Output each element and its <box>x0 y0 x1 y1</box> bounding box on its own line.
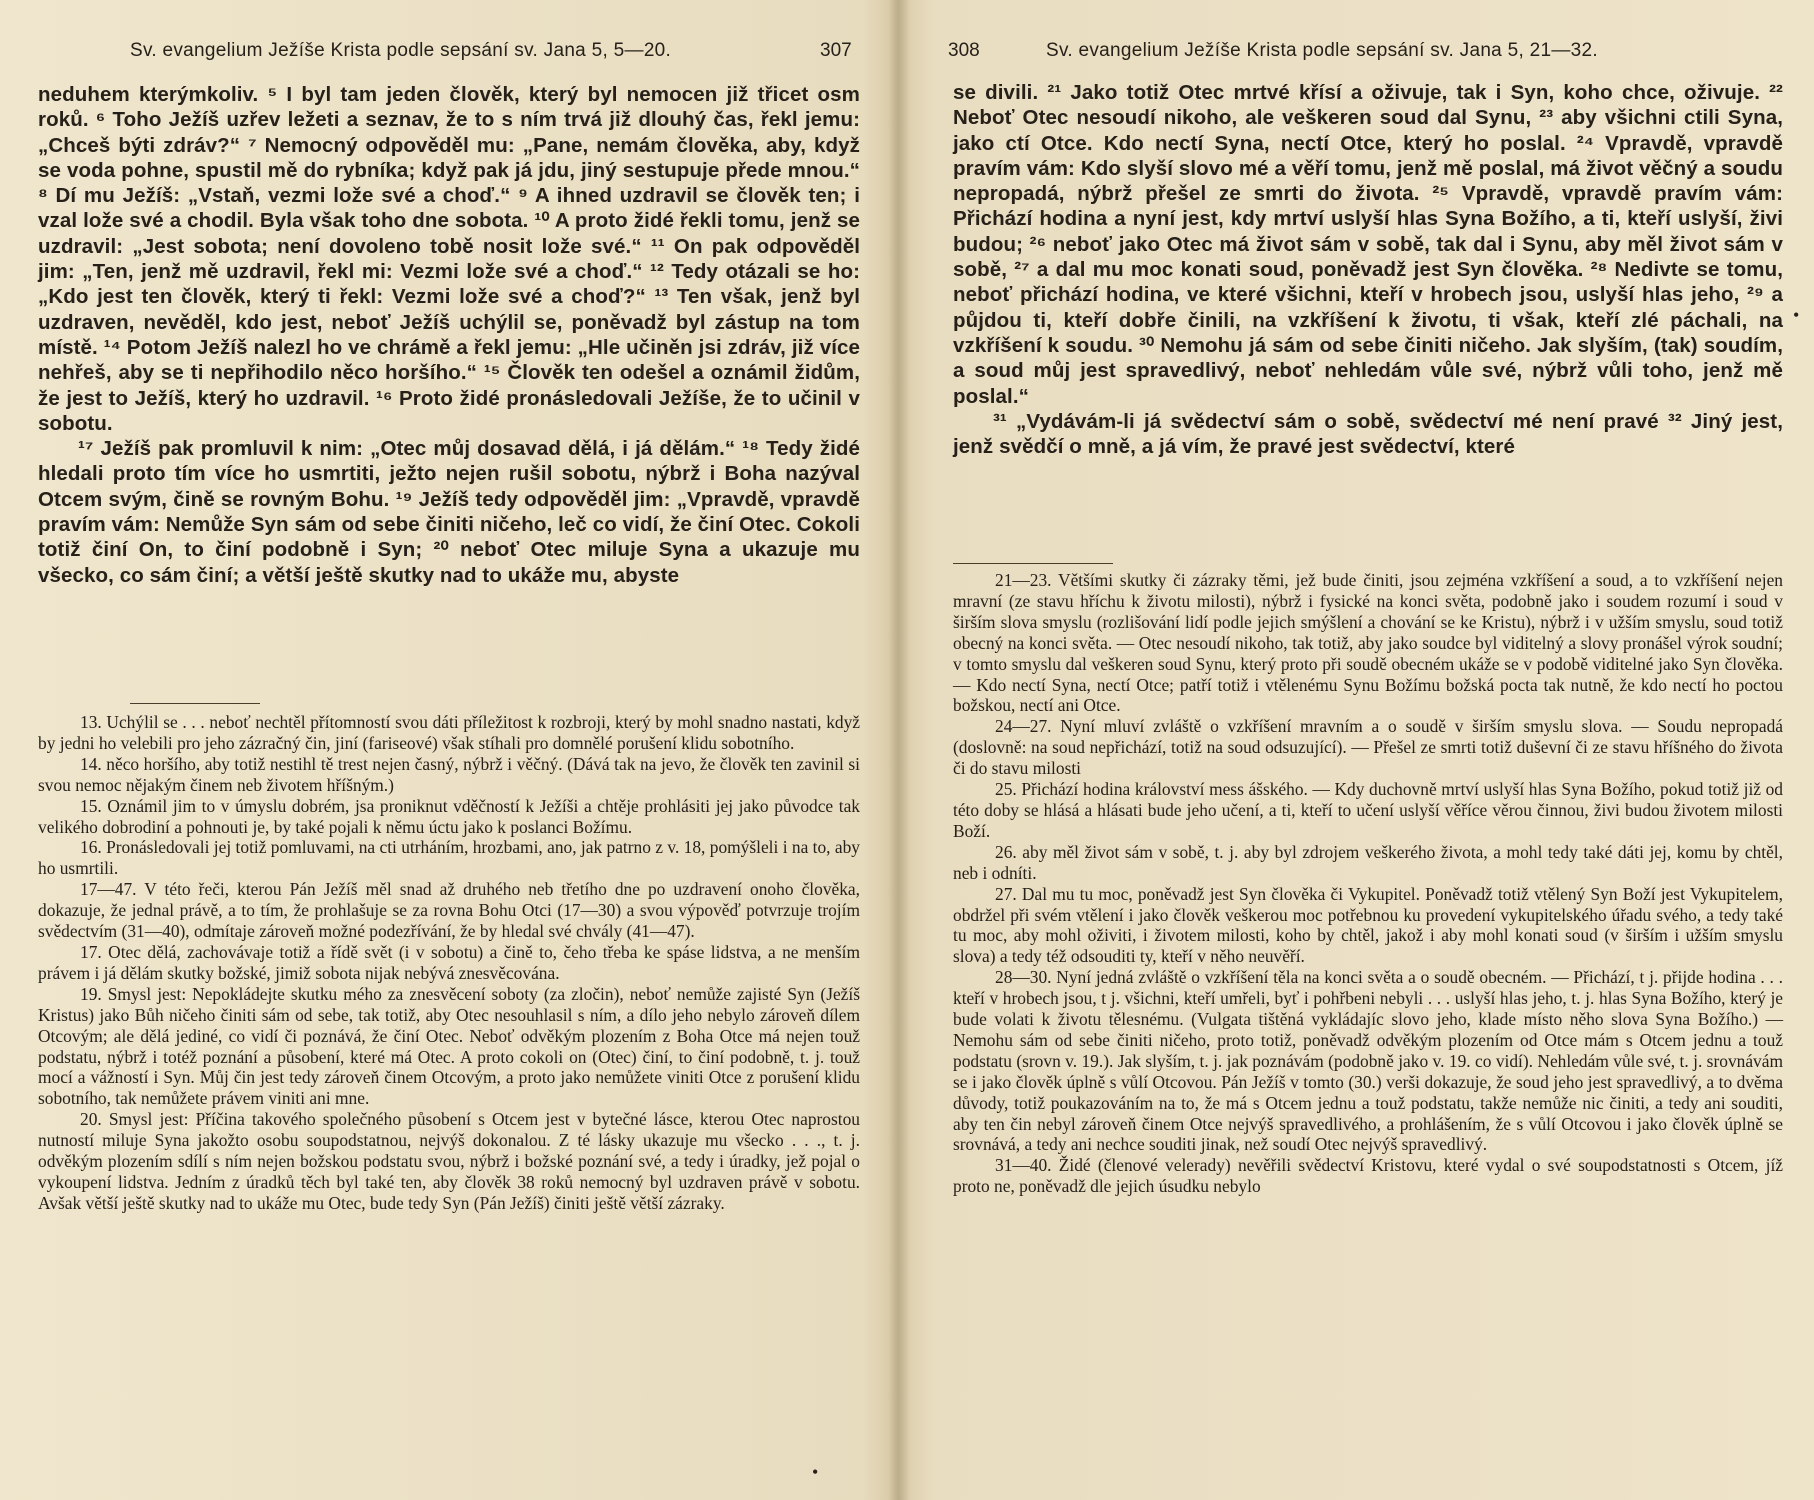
footnote: 21—23. Většími skutky či zázraky těmi, jež bude činiti, jsou zejména vzkříšení a soud, a to vzkříšení nejen mravní (ze stavu hříchu k životu milosti), nýbrž i fysické na konci světa, podobně jako i soudem rozumí i soud v širším slova smyslu (rozlišování lidí podle jejich smýšlení a chování se ke Kristu), nýbrž i v užším smyslu, soud totiž obecný na konci světa. — Otec nesoudí nikoho, tak totiž, aby jako soudce byl viditelný a slovy pronášel výrok soudní; v tomto smyslu dal veškeren soud Synu, který proto při soudě obecném ukáže se v podobě viditelné jako Syn člověka. — Kdo nectí Syna, nectí Otce; patří totiž i vtělenému Synu Božímu božská pocta tak nutně, že kdo nectí ho poctou božskou, nectí ani Otce. <box>953 570 1783 716</box>
page-number: 307 <box>820 40 852 61</box>
running-head: Sv. evangelium Ježíše Krista podle sepsání sv. Jana 5, 5—20. <box>130 40 672 61</box>
footnote: 20. Smysl jest: Příčina takového společného působení s Otcem jest v bytečné lásce, kterou Otec naprostou nutností miluje Syna jakožto osobu soupodstatnou, nejvýš dokonalou. Z té lásky ukazuje mu všecko . . ., t. j. odvěkým plozením sdílí s ním nejen božskou podstatu svou, nýbrž i božské poznání své, a tedy i úradky, jež pojal o vykoupení lidstva. Jedním z úradků těch byl také ten, aby člověk 38 roků nemocný byl uzdraven právě v sobotu. Avšak větší ještě skutky nad to ukáže mu Otec, bude tedy Syn (Pán Ježíš) činiti ještě větší zázraky. <box>38 1109 860 1213</box>
footnote: 14. něco horšího, aby totiž nestihl tě trest nejen časný, nýbrž i věčný. (Dává tak na jevo, že člověk ten zavinil si svou nemoc nějakým činem neb životem hříšným.) <box>38 753 860 795</box>
footnotes <box>38 712 860 1214</box>
footnote-rule <box>953 563 1113 564</box>
footnote: 17. Otec dělá, zachovávaje totiž a řídě svět (i v sobotu) a čině to, čeho třeba ke spáse lidstva, a ne menším právem i já dělám skutky božské, jimiž sobota nijak nebývá znesvěcována. <box>38 941 860 983</box>
body-paragraph: se divili. ²¹ Jako totiž Otec mrtvé křísí a oživuje, tak i Syn, koho chce, oživuje. ²² Neboť Otec nesoudí nikoho, ale veškeren soud dal Synu, ²³ aby všichni ctili Syna, jako ctí Otce. Kdo nectí Syna, nectí Otce, který ho poslal. ²⁴ Vpravdě, vpravdě pravím vám: Kdo slyší slovo mé a věří tomu, jenž mě poslal, má život věčný a soudu nepropadá, nýbrž přešel ze smrti do života. ²⁵ Vpravdě, vpravdě pravím vám: Přichází hodina a nyní jest, kdy mrtví uslyší hlas Syna Božího, a ti, kteří uslyší, živi budou; ²⁶ neboť jako Otec má život sám v sobě, tak dal i Synu, aby měl život sám v sobě, ²⁷ a dal mu moc konati soud, poněvadž jest Syn člověka. ²⁸ Nedivte se tomu, neboť přichází hodina, ve které všichni, kteří v hrobech jsou, uslyší hlas jeho, ²⁹ a půjdou ti, kteří dobře činili, na vzkříšení k životu, ti však, kteří zlé páchali, na vzkříšení k soudu. ³⁰ Nemohu já sám od sebe činiti ničeho. Jak slyším, (tak) soudím, a soud můj jest spravedlivý, neboť nehledám vůle své, nýbrž vůli toho, jenž mě poslal.“ <box>953 81 1783 408</box>
footnote: 28—30. Nyní jedná zvláště o vzkříšení těla na konci světa a o soudě obecném. — Přichází, t j. přijde hodina . . . kteří v hrobech jsou, t j. všichni, kteří umřeli, byť i pohřbeni nebyli . . . uslyší hlas jeho, t. j. hlas Syna Božího, který je bude volati k životu tělesnému. (Vulgata tištěná vykládajíc slovo jeho, klade místo něho slova Syna Božího.) — Nemohu sám od sebe činiti ničeho, proto totiž, poněvadž odvěkým plozením od Otce mám s Otcem jednu a touž podstatu (srovn v. 19.). Jak slyším, t. j. jak poznávám (podobně jako v. 19. co vidí). Nehledám vůle své, t. j. srovnávám se i jako člověk úplně s vůlí Otcovou. Pán Ježíš v tomto (30.) verši dokazuje, že soud jeho jest spravedlivý, a to dvěma důvody, totiž poukazováním na to, že má s Otcem jednu a touž podstatu, takže nemůže nic činiti, a tedy ani souditi, aby ten čin nebyl zároveň činem Otce nejvýš spravedlivého, a prohlášením, že s vůlí Otcovou i jako člověk úplně se srovnává, a tedy ani nechce souditi jinak, než soudí Otec nejvýš spravedlivý. <box>953 967 1783 1155</box>
print-mark: • <box>812 1462 819 1482</box>
footnote: 27. Dal mu tu moc, poněvadž jest Syn člověka či Vykupitel. Poněvadž totiž vtělený Syn Boží jest Vykupitelem, obdržel při svém vtělení i jako člověk veškerou moc potřebnou ku provedení vykupitelského úřadu svého, a tedy také tu moc, aby mohl oživiti, i životem milosti, koho by chtěl, jakož i aby mohl konati soud (v širším i užším smyslu slova) a tedy též odsouditi ty, kteří v něho neuvěří. <box>953 883 1783 967</box>
body-text <box>38 82 860 588</box>
body-paragraph: ³¹ „Vydávám-li já svědectví sám o sobě, svědectví mé není pravé ³² Jiný jest, jenž svědčí o mně, a já vím, že pravé jest svědectví, které <box>953 409 1783 459</box>
footnote: 17—47. V této řeči, kterou Pán Ježíš měl snad až druhého neb třetího dne po uzdravení onoho člověka, dokazuje, že jednal právě, a to tím, že prohlašuje se za rovna Bohu Otci (17—30) a svou výpověď potvrzuje trojím svědectvím (31—40), odmítaje zároveň možné podezřívání, že by hledal své chvály (41—47). <box>38 879 860 942</box>
footnote: 24—27. Nyní mluví zvláště o vzkříšení mravním a o soudě v širším smyslu slova. — Soudu nepropadá (doslovně: na soud nepřichází, totiž na soud odsuzující). — Přešel ze smrti totiž duševní či ze stavu hříšného do života či do stavu milosti <box>953 716 1783 779</box>
body-paragraph: ¹⁷ Ježíš pak promluvil k nim: „Otec můj dosavad dělá, i já dělám.“ ¹⁸ Tedy židé hledali proto tím více ho usmrtiti, ježto nejen rušil sobotu, nýbrž i Boha nazýval Otcem svým, čině se rovným Bohu. ¹⁹ Ježíš tedy odpověděl jim: „Vpravdě, vpravdě pravím vám: Nemůže Syn sám od sebe činiti ničeho, leč co vidí, že činí Otec. Cokoli totiž činí On, to činí podobně i Syn; ²⁰ neboť Otec miluje Syna a ukazuje mu všecko, co sám činí; a větší ještě skutky nad to ukáže mu, abyste <box>38 437 860 587</box>
running-head: Sv. evangelium Ježíše Krista podle sepsání sv. Jana 5, 21—32. <box>1046 40 1598 61</box>
footnote: 13. Uchýlil se . . . neboť nechtěl přítomností svou dáti příležitost k rozbroji, který by mohl snadno nastati, když by jedni ho velebili pro jeho zázračný čin, jiní (fariseové) však stíhali pro domnělé porušení klidu sobotního. <box>38 712 860 753</box>
footnote: 31—40. Židé (členové velerady) nevěřili svědectví Kristovu, které vydal o své soupodstatnosti s Otcem, jíž proto ne, poněvadž dle jejich úsudku nebylo <box>953 1155 1783 1197</box>
right-page <box>898 0 1814 1500</box>
footnotes <box>953 570 1783 1197</box>
page-number: 308 <box>948 40 980 61</box>
body-paragraph: neduhem kterýmkoliv. ⁵ I byl tam jeden člověk, který byl nemocen již třicet osm roků. ⁶ Toho Ježíš uzřev ležeti a seznav, že to s ním trvá již dlouhý čas, řekl jemu: „Chceš býti zdráv?“ ⁷ Nemocný odpověděl mu: „Pane, nemám člověka, aby, když se voda pohne, spustil mě do rybníka; když pak já jdu, jiný sestupuje přede mnou.“ ⁸ Dí mu Ježíš: „Vstaň, vezmi lože své a choď.“ ⁹ A ihned uzdravil se člověk ten; i vzal lože své a chodil. Byla však toho dne sobota. ¹⁰ A proto židé řekli tomu, jenž se uzdravil: „Jest sobota; není dovoleno tobě nosit lože své.“ ¹¹ On pak odpověděl jim: „Ten, jenž mě uzdravil, řekl mi: Vezmi lože své a choď.“ ¹² Tedy otázali se ho: „Kdo jest ten člověk, který ti řekl: Vezmi lože své a choď?“ ¹³ Ten však, jenž byl uzdraven, nevěděl, kdo jest, neboť Ježíš uchýlil se, poněvadž byl zástup na tom místě. ¹⁴ Potom Ježíš nalezl ho ve chrámě a řekl jemu: „Hle učiněn jsi zdráv, již více nehřeš, aby se ti nepřihodilo něco horšího.“ ¹⁵ Člověk ten odešel a oznámil židům, že jest to Ježíš, který ho uzdravil. ¹⁶ Proto židé pronásledovali Ježíše, že to učinil v sobotu. <box>38 83 860 435</box>
footnote: 16. Pronásledovali jej totiž pomluvami, na cti utrháním, hrozbami, ano, jak patrno z v. 18, pomýšleli i na to, aby ho usmrtili. <box>38 837 860 879</box>
footnote: 19. Smysl jest: Nepokládejte skutku mého za znesvěcení soboty (za zločin), neboť nemůže zajisté Syn (Ježíš Kristus) jako Bůh ničeho činiti sám od sebe, tak totiž, aby Otec nesouhlasil s ním, a dílo jeho nebylo zároveň dílem Otcovým; ale dělá jediné, co vidí či poznává, že činí Otec. Neboť odvěkým plozením z Boha Otce má nejen touž podstatu, nýbrž i totéž poznání a působení, které má Otec. A proto cokoli on (Otec) činí, to činí podobně, t. j. touž mocí a vážností i Syn. Můj čin jest tedy zároveň činem Otcovým, a proto jako nemůžete viniti Otce z porušení klidu sobotního, tak nemůžete právem viniti ani mne. <box>38 983 860 1109</box>
footnote: 15. Oznámil jim to v úmyslu dobrém, jsa proniknut vděčností k Ježíši a chtěje prohlásiti jej jako původce tak velikého dobrodiní a pohnouti je, by také pojali k němu úctu jako k poslanci Božímu. <box>38 795 860 837</box>
print-mark: • <box>1793 305 1800 325</box>
footnote: 26. aby měl život sám v sobě, t. j. aby byl zdrojem veškerého života, a mohl tedy také dáti jej, komu by chtěl, neb i odníti. <box>953 841 1783 883</box>
footnote: 25. Přichází hodina království mess ášského. — Kdy duchovně mrtví uslyší hlas Syna Božího, pokud totiž již od této doby se hlásá a hlásati bude jeho učení, a ti, kteří to učení uslyší věříce věrou činnou, živi budou životem milosti Boží. <box>953 779 1783 841</box>
footnote-rule <box>130 703 260 704</box>
book-gutter <box>888 0 910 1500</box>
left-page <box>0 0 898 1500</box>
body-text <box>953 80 1783 459</box>
